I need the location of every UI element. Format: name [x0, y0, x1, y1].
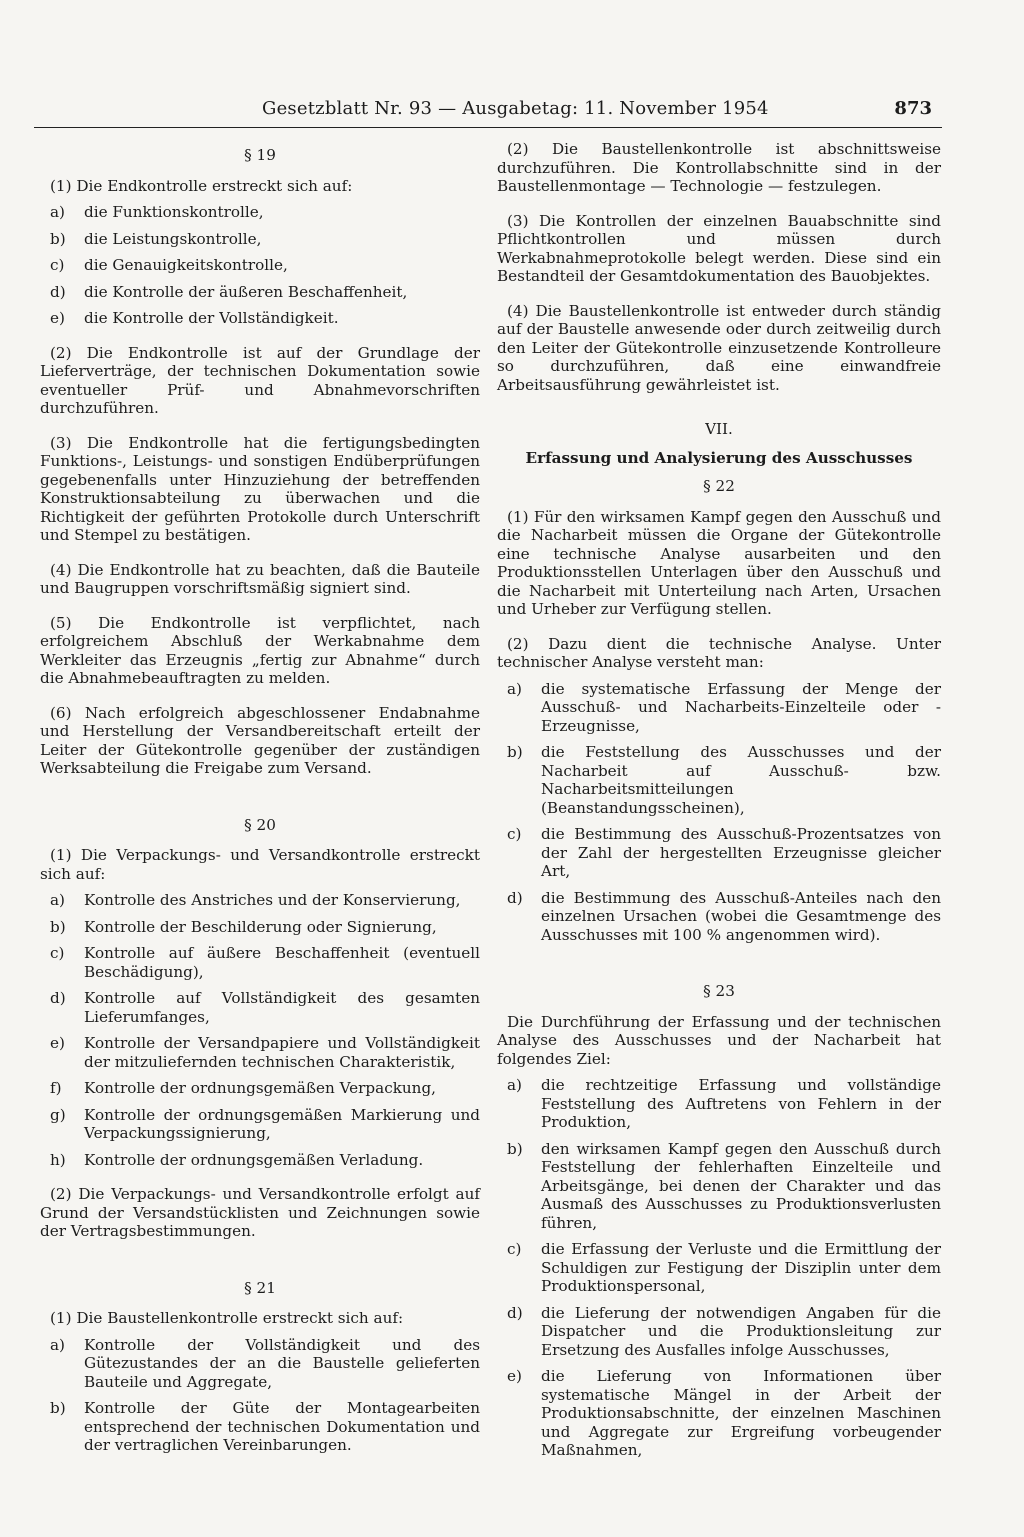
list-item: b) Kontrolle der Beschilderung oder Signierung,: [50, 917, 437, 936]
list-item: d) Kontrolle auf Vollständigkeit des gesamten Lieferumfanges,: [50, 989, 480, 1026]
paragraph: (1) Die Endkontrolle erstreckt sich auf:: [50, 176, 353, 195]
list-item: c) die Erfassung der Verluste und die Ermittlung der Schuldigen zur Festigung der Disziplin unter dem Produktionspersonal,: [507, 1240, 941, 1295]
list-item: a) die rechtzeitige Erfassung und vollständige Feststellung des Auftretens von Fehlern in der Produktion,: [507, 1076, 941, 1131]
right-column: [497, 140, 941, 1476]
page-header: [34, 98, 942, 128]
list: [40, 203, 480, 328]
list-item: d) die Lieferung der notwendigen Angaben für die Dispatcher und die Produktionsleitung zur Ersetzung des Ausfalles infolge Ausschusses,: [507, 1303, 941, 1359]
list: [497, 1076, 941, 1460]
paragraph: Die Durchführung der Erfassung und der technischen Analyse des Ausschusses und der Nacharbeit hat folgendes Ziel:: [497, 1012, 941, 1068]
list-item: b) den wirksamen Kampf gegen den Ausschuß durch Feststellung der fehlerhaften Einzelteile und Arbeitsgänge, bei denen der Charakter und das Ausmaß des Ausschusses zu Produktionsverlusten führen,: [507, 1139, 941, 1232]
list-item: h) Kontrolle der ordnungsgemäßen Verladung.: [50, 1150, 424, 1169]
left-column: [40, 140, 480, 1471]
list-item: a) Kontrolle der Vollständigkeit und des Gütezustandes der an die Baustelle gelieferten Bauteile und Aggregate,: [50, 1335, 480, 1391]
page-number: 873: [894, 98, 932, 119]
section-title: § 19: [244, 146, 276, 164]
gazette-title: Gesetzblatt Nr. 93 — Ausgabetag: 11. November 1954: [262, 98, 769, 119]
list-item: b) Kontrolle der Güte der Montagearbeiten entsprechend der technischen Dokumentation und der vertraglichen Vereinbarungen.: [50, 1399, 480, 1454]
list-item: g) Kontrolle der ordnungsgemäßen Markierung und Verpackungssignierung,: [50, 1105, 480, 1142]
list: [497, 680, 941, 945]
list-item: f) Kontrolle der ordnungsgemäßen Verpackung,: [50, 1079, 437, 1097]
paragraph: (2) Die Endkontrolle ist auf der Grundlage der Lieferverträge, der technischen Dokumentation sowie eventueller Prüf- und Abnahmevorschriften durchzuführen.: [40, 343, 480, 417]
paragraph: (1) Die Baustellenkontrolle erstreckt sich auf:: [50, 1309, 404, 1327]
list-item: e) Kontrolle der Versandpapiere und Vollständigkeit der mitzuliefernden technischen Charakteristik,: [50, 1034, 480, 1071]
chapter-heading: Erfassung und Analysierung des Ausschusses: [525, 448, 913, 467]
paragraph: (1) Die Verpackungs- und Versandkontrolle erstreckt sich auf:: [40, 846, 480, 883]
paragraph: (3) Die Endkontrolle hat die fertigungsbedingten Funktions-, Leistungs- und sonstigen Endüberprüfungen gegebenenfalls unter Hinzuziehung der betreffenden Konstruktionsabteilung zu überwachen und die Richtigkeit der geführten Protokolle durch Unterschrift und Stempel zu bestätigen.: [40, 433, 480, 544]
list-item: a) die systematische Erfassung der Menge der Ausschuß- und Nacharbeits-Einzelteile oder -Erzeugnisse,: [507, 679, 941, 735]
list-item: a) Kontrolle des Anstriches und der Konservierung,: [50, 891, 461, 909]
list-item: d) die Kontrolle der äußeren Beschaffenheit,: [50, 282, 408, 301]
chapter-number: VII.: [705, 420, 733, 438]
list-item: c) die Bestimmung des Ausschuß-Prozentsatzes von der Zahl der hergestellten Erzeugnisse gleicher Art,: [507, 825, 941, 880]
section-title: § 22: [703, 477, 735, 495]
list-item: a) die Funktionskontrolle,: [50, 203, 264, 221]
paragraph: (6) Nach erfolgreich abgeschlossener Endabnahme und Herstellung der Versandbereitschaft erteilt der Leiter der Gütekontrolle gegenüber der zuständigen Werksabteilung die Freigabe zum Versand.: [40, 703, 480, 777]
section-title: § 21: [244, 1278, 276, 1297]
paragraph: (2) Die Verpackungs- und Versandkontrolle erfolgt auf Grund der Versandstücklisten und Zeichnungen sowie der Vertragsbestimmungen.: [40, 1185, 480, 1240]
list: [40, 1336, 480, 1455]
section-title: § 20: [244, 815, 276, 834]
paragraph: (1) Für den wirksamen Kampf gegen den Ausschuß und die Nacharbeit müssen die Organe der Gütekontrolle eine technische Analyse ausarbeiten und den Produktionsstellen Unterlagen über den Ausschuß und die Nacharbeit mit Unterteilung nach Arten, Ursachen und Urheber zur Verfügung stellen.: [497, 507, 941, 618]
list-item: b) die Leistungskontrolle,: [50, 229, 262, 248]
list-item: e) die Lieferung von Informationen über systematische Mängel in der Arbeit der Produktionsabschnitte, der einzelnen Maschinen und Aggregate zur Ergreifung vorbeugender Maßnahmen,: [507, 1367, 941, 1459]
section-title: § 23: [703, 982, 735, 1000]
paragraph: (2) Die Baustellenkontrolle ist abschnittsweise durchzuführen. Die Kontrollabschnitte sind in der Baustellenmontage — Technologie — festzulegen.: [497, 140, 941, 195]
paragraph: (5) Die Endkontrolle ist verpflichtet, nach erfolgreichem Abschluß der Werkabnahme dem Werkleiter das Erzeugnis „fertig zur Abnahme“ durch die Abnahmebeauftragten zu melden.: [40, 613, 480, 687]
paragraph: (3) Die Kontrollen der einzelnen Bauabschnitte sind Pflichtkontrollen und müssen durch Werkabnahmeprotokolle belegt werden. Diese sind ein Bestandteil der Gesamtdokumentation des Bauobjektes.: [497, 211, 941, 285]
paragraph: (4) Die Baustellenkontrolle ist entweder durch ständig auf der Baustelle anwesende oder durch zeitweilig durch den Leiter der Gütekontrolle einzusetzende Kontrolleure so durchzuführen, daß eine einwandfreie Arbeitsausführung gewährleistet ist.: [497, 301, 941, 394]
paragraph: (4) Die Endkontrolle hat zu beachten, daß die Bauteile und Baugruppen vorschriftsmäßig signiert sind.: [40, 560, 480, 597]
list-item: c) die Genauigkeitskontrolle,: [50, 256, 288, 274]
list-item: e) die Kontrolle der Vollständigkeit.: [50, 309, 339, 327]
list-item: c) Kontrolle auf äußere Beschaffenheit (eventuell Beschädigung),: [50, 944, 480, 981]
paragraph: (2) Dazu dient die technische Analyse. Unter technischer Analyse versteht man:: [497, 634, 941, 671]
list: [40, 891, 480, 1169]
list-item: d) die Bestimmung des Ausschuß-Anteiles nach den einzelnen Ursachen (wobei die Gesamtmenge des Ausschusses mit 100 % angenommen wird).: [507, 888, 941, 944]
list-item: b) die Feststellung des Ausschusses und der Nacharbeit auf Ausschuß- bzw. Nacharbeitsmitteilungen (Beanstandungsscheinen),: [507, 743, 941, 817]
